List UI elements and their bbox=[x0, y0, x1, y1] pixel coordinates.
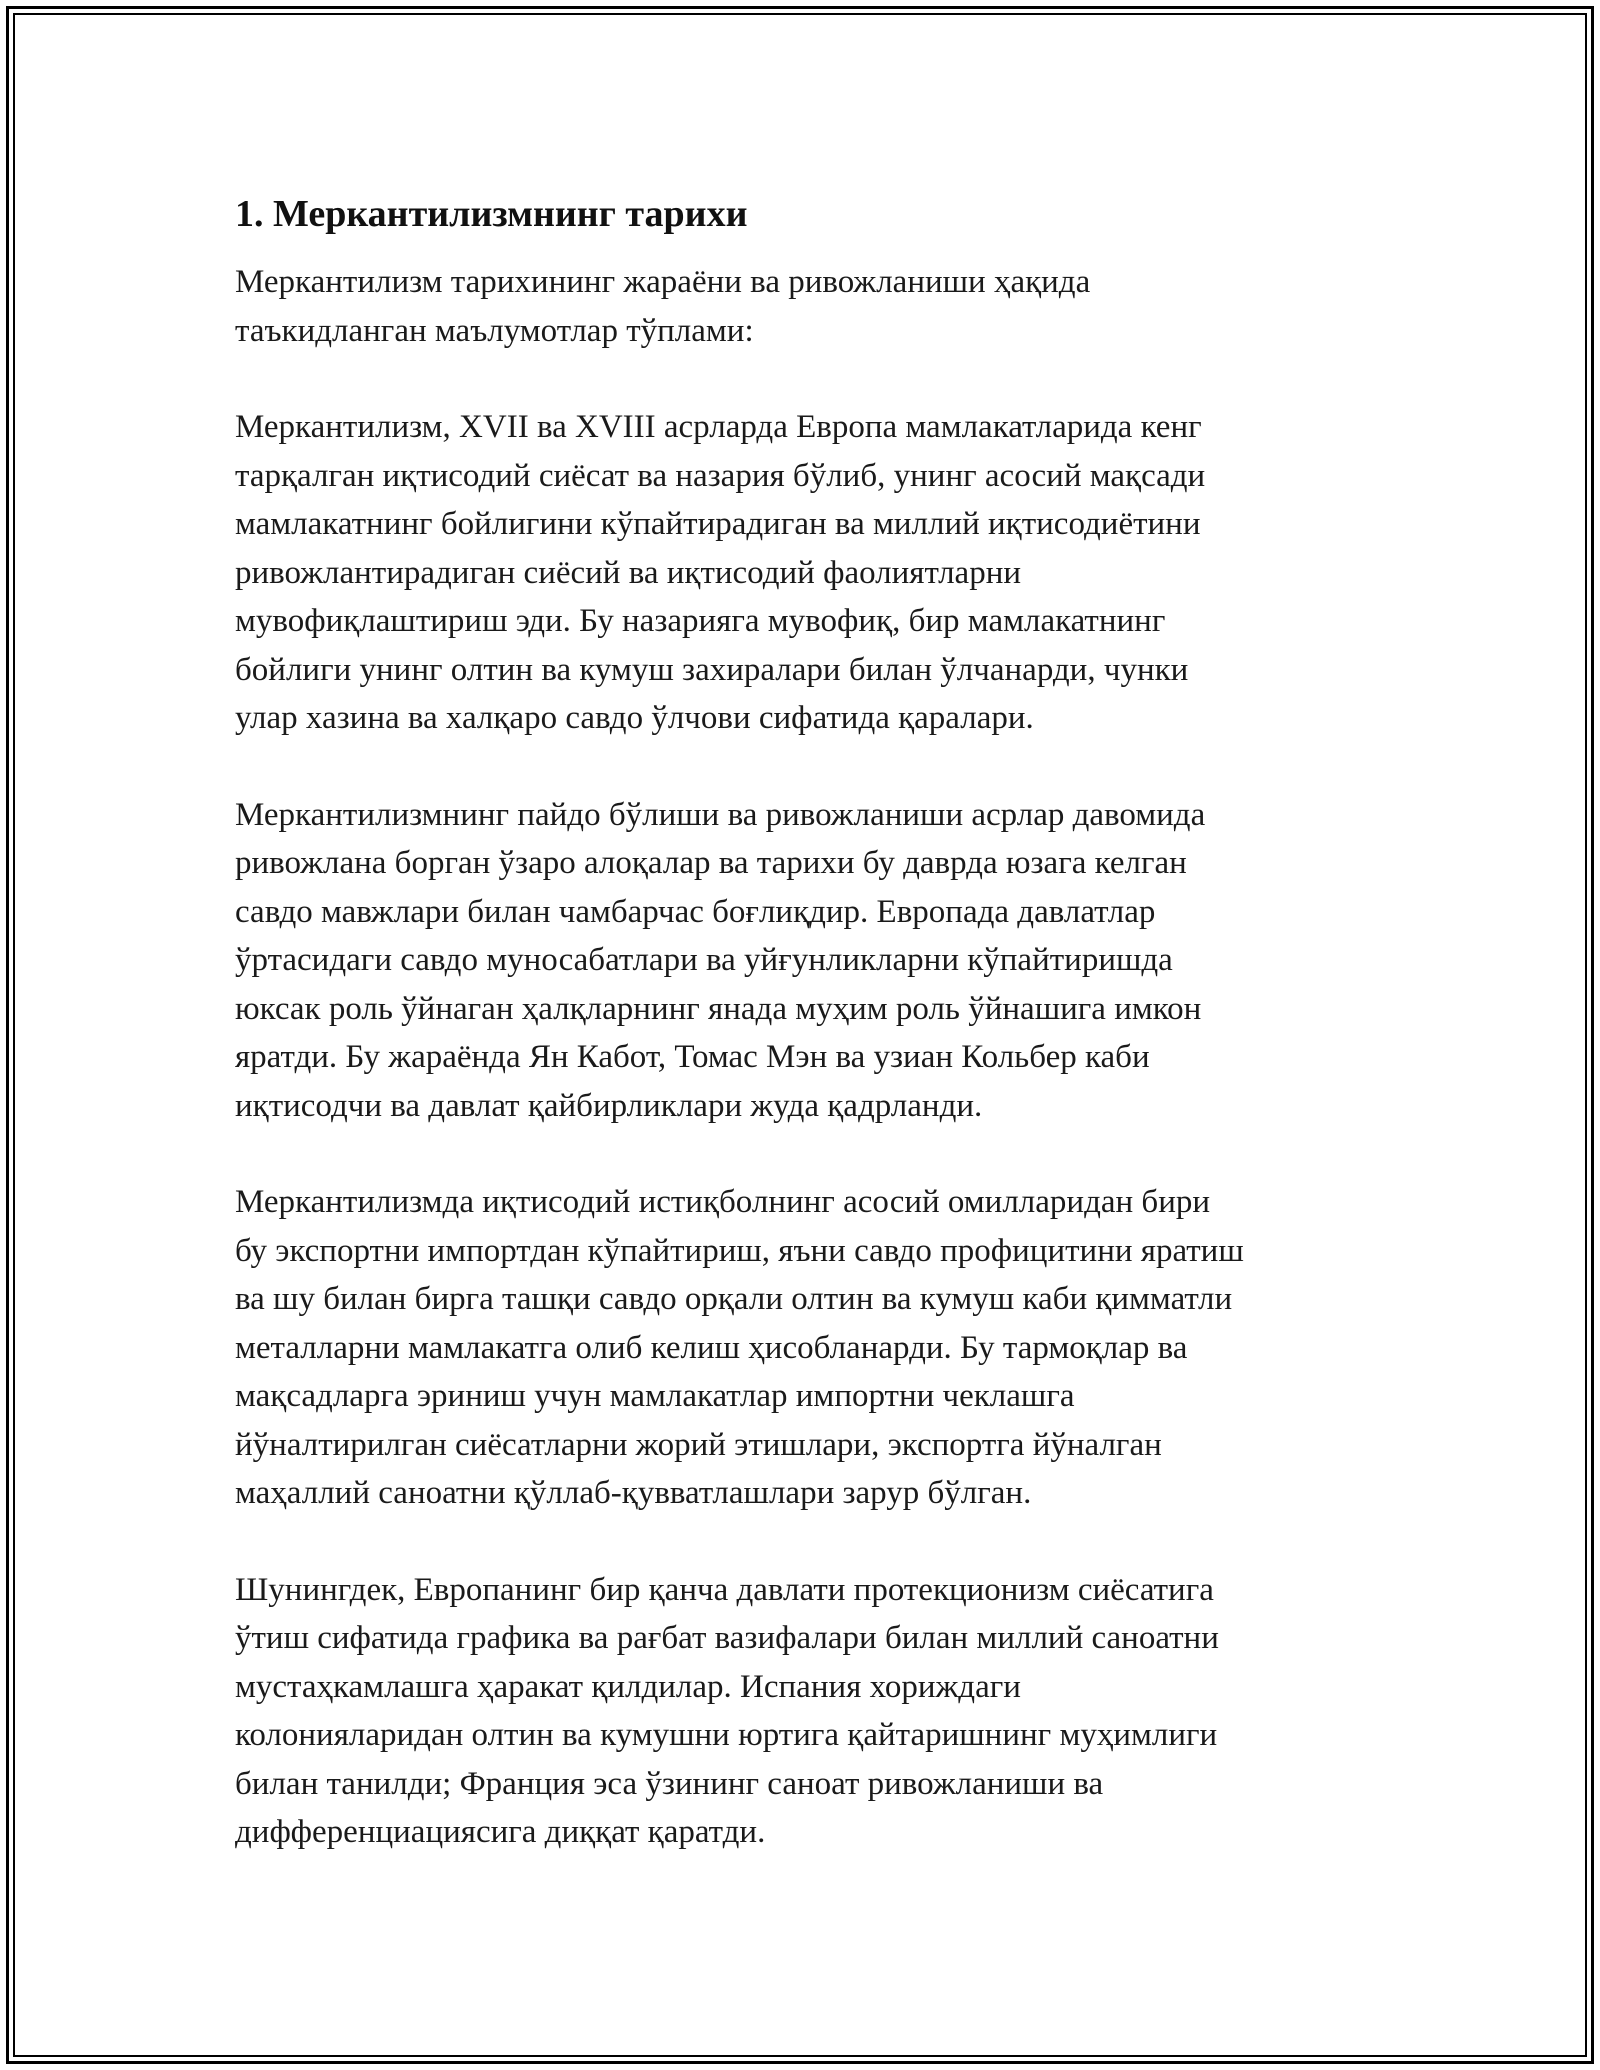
document-body bbox=[235, 188, 1375, 1905]
paragraph-trade-surplus: Меркантилизмда иқтисодий истиқболнинг асосий омилларидан бири бу экспортни импортдан кўпайтириш, яъни савдо профицитини яратиш ва шу билан бирга ташқи савдо орқали олтин ва кумуш каби қимматли металларни мамлакатга олиб келиш ҳисобланарди. Бу тармоқлар ва мақсадларга эриниш учун мамлакатлар импортни чеклашга йўналтирилган сиёсатларни жорий этишлари, экспортга йўналган маҳаллий саноатни қўллаб-қувватлашлари зарур бўлган. bbox=[235, 1184, 1244, 1511]
paragraph-protectionism: Шунингдек, Европанинг бир қанча давлати протекционизм сиёсатига ўтиш сифатида графика ва рағбат вазифалари билан миллий саноатни мустаҳкамлашга ҳаракат қилдилар. Испания хориждаги колонияларидан олтин ва кумушни юртига қайтаришнинг муҳимлиги билан танилди; Франция эса ўзининг саноат ривожланиши ва дифференциациясига диққат қаратди. bbox=[235, 1571, 1219, 1850]
document-title: 1. Меркантилизмнинг тарихи bbox=[235, 193, 748, 235]
paragraph-origins: Меркантилизмнинг пайдо бўлиши ва ривожланиши асрлар давомида ривожлана борган ўзаро алоқалар ва тарихи бу даврда юзага келган савдо мавжлари билан чамбарчас боғлиқдир. Европада давлатлар ўртасидаги савдо муносабатлари ва уйғунликларни кўпайтиришда юксак роль ўйнаган ҳалқларнинг янада муҳим роль ўйнашига имкон яратди. Бу жараёнда Ян Кабот, Томас Мэн ва узиан Кольбер каби иқтисодчи ва давлат қайбирликлари жуда қадрланди. bbox=[235, 796, 1206, 1124]
paragraph-definition: Меркантилизм, XVII ва XVIII асрларда Европа мамлакатларида кенг тарқалган иқтисодий сиёсат ва назария бўлиб, унинг асосий мақсади мамлакатнинг бойлигини кўпайтирадиган ва миллий иқтисодиётини ривожлантирадиган сиёсий ва иқтисодий фаолиятларни мувофиқлаштириш эди. Бу назарияга мувофиқ, бир мамлакатнинг бойлиги унинг олтин ва кумуш захиралари билан ўлчанарди, чунки улар хазина ва халқаро савдо ўлчови сифатида қаралари. bbox=[235, 409, 1206, 736]
paragraph-intro: Меркантилизм тарихининг жараёни ва ривожланиши ҳақида таъкидланган маълумотлар тўплами: bbox=[235, 264, 1091, 349]
